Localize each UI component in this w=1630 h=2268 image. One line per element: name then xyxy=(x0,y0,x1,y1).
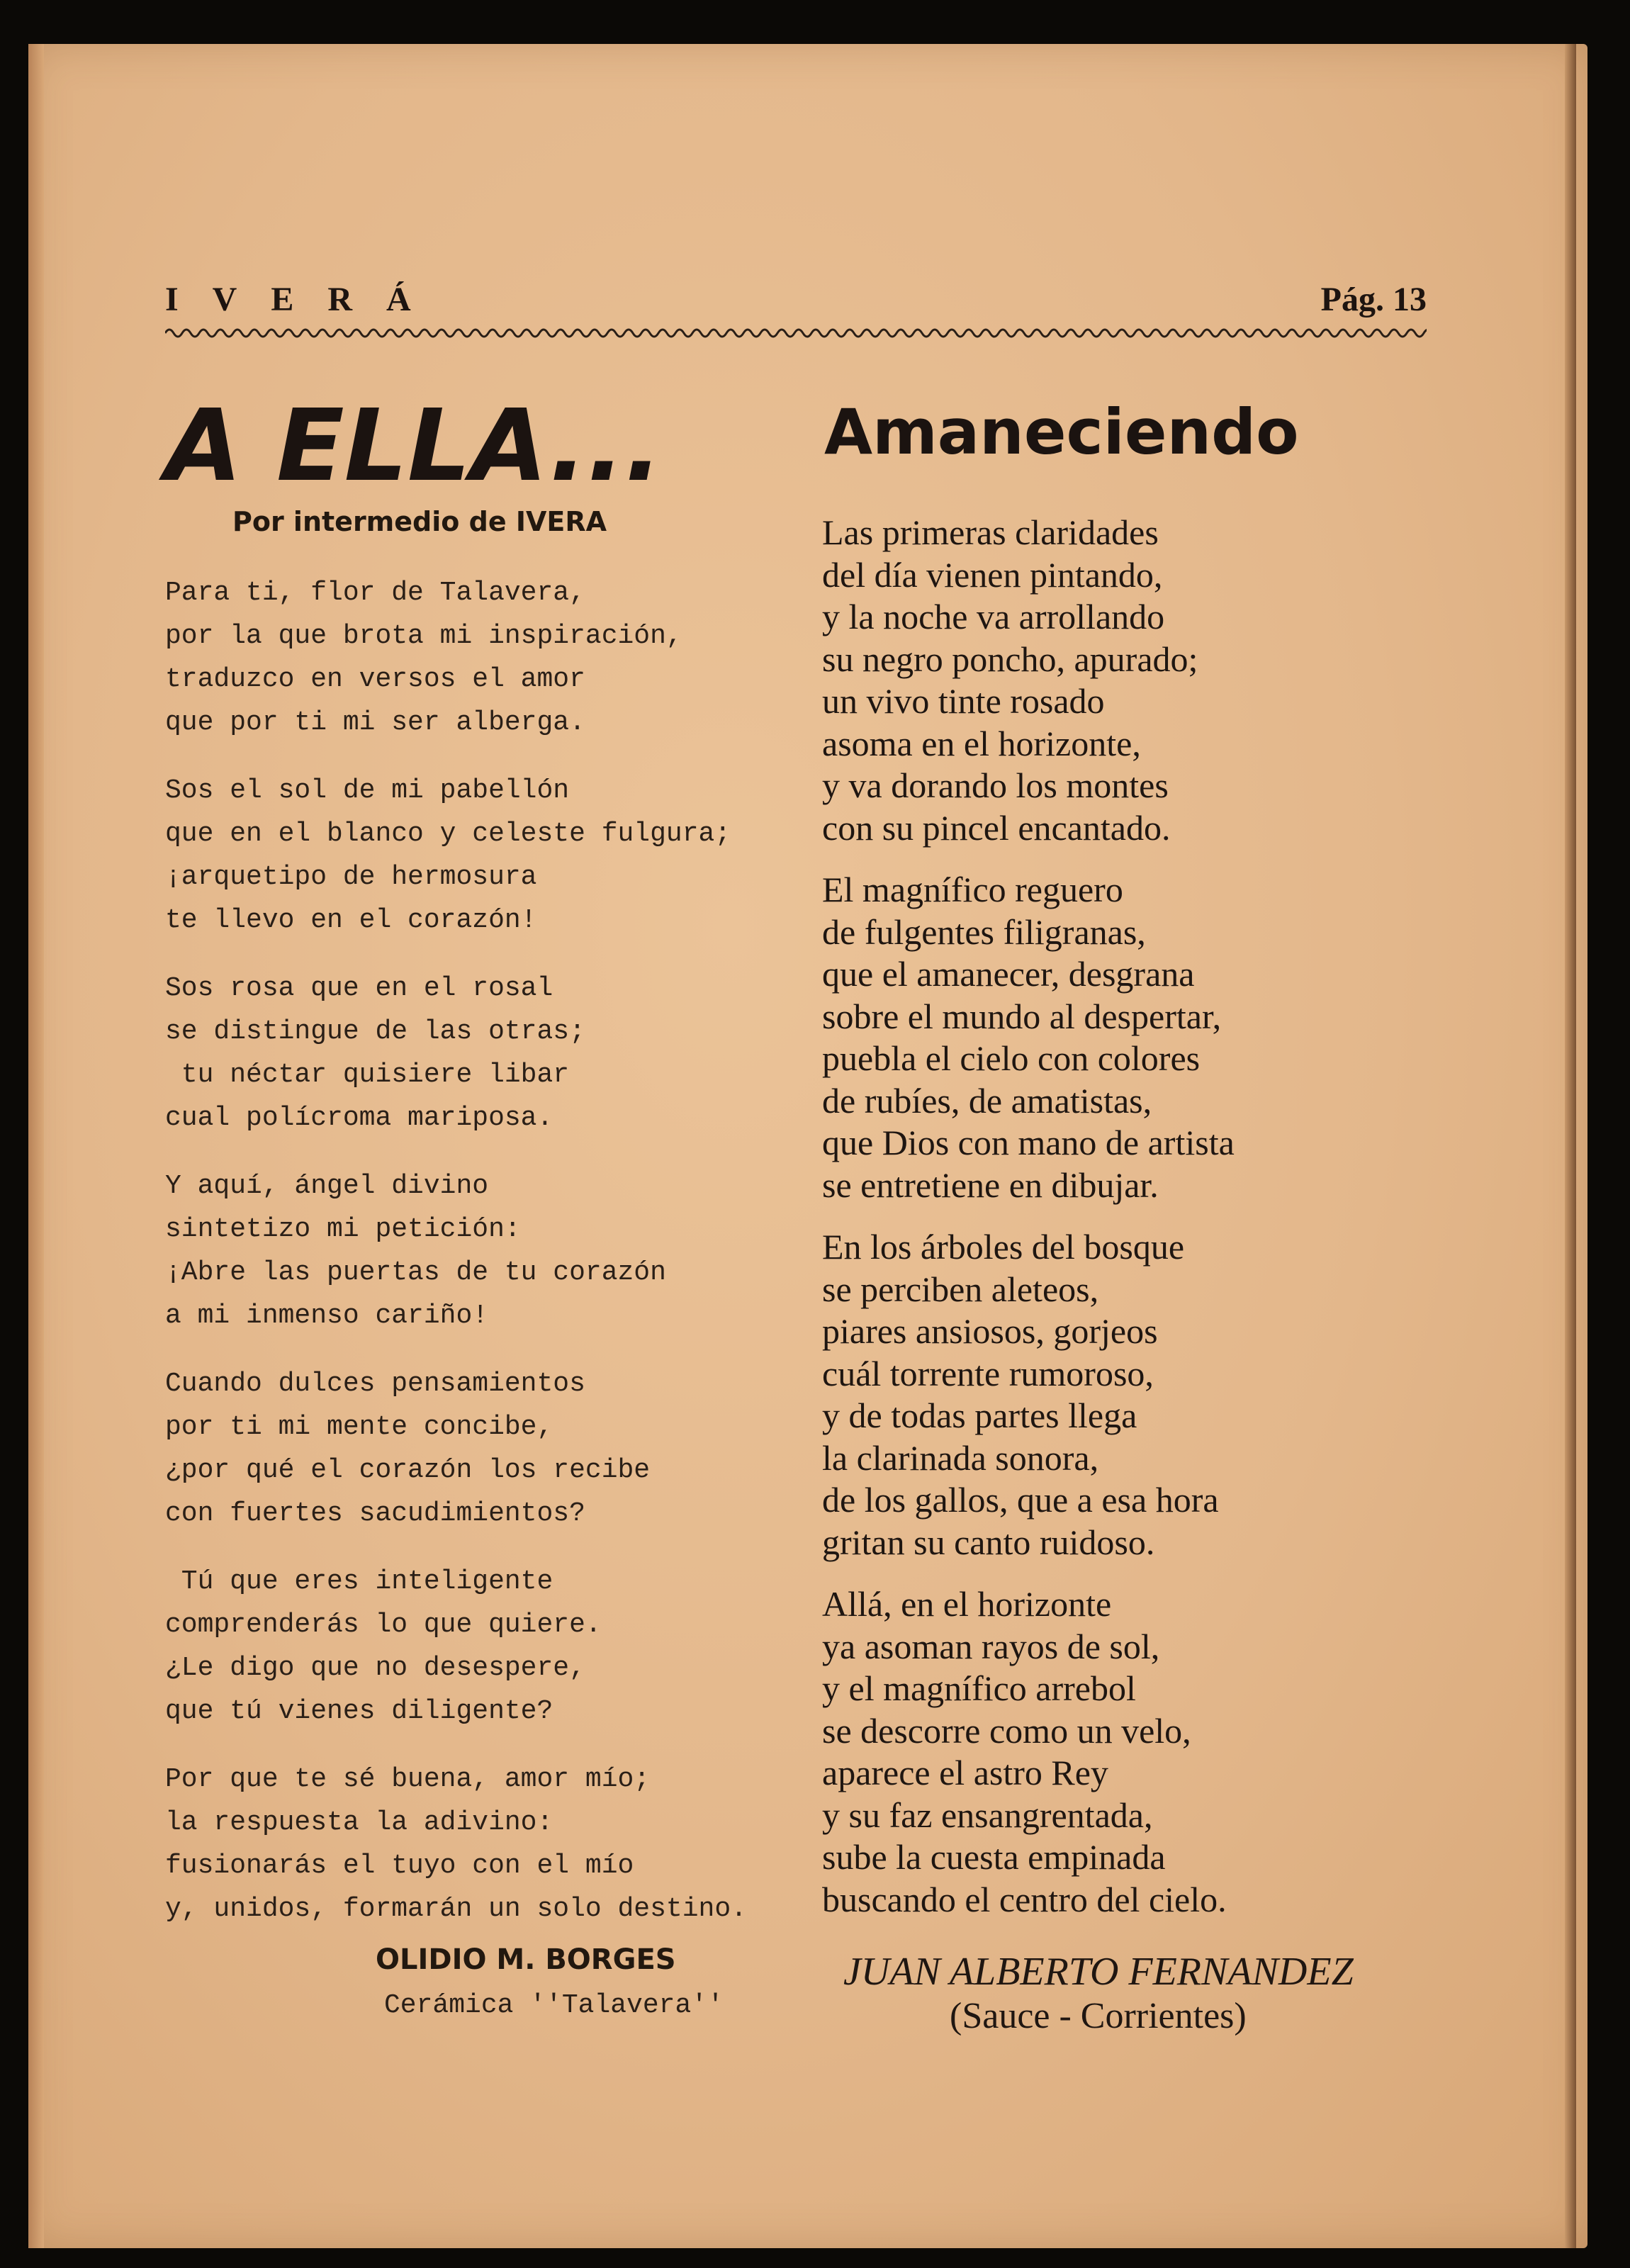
page-spine xyxy=(28,44,44,2248)
verse-line: y de todas partes llega xyxy=(822,1396,1137,1435)
verse-line: su negro poncho, apurado; xyxy=(822,639,1198,679)
left-poem-author-note: Cerámica ''Talavera'' xyxy=(384,1990,724,2021)
verse-line: te llevo en el corazón! xyxy=(165,905,537,936)
verse-line: cual polícroma mariposa. xyxy=(165,1103,553,1133)
verse-line: Sos rosa que en el rosal xyxy=(165,973,553,1004)
verse-line: y, unidos, formarán un solo destino. xyxy=(165,1894,747,1924)
stanza xyxy=(165,967,789,1140)
verse-line: por ti mi mente concibe, xyxy=(165,1412,553,1442)
verse-line: que en el blanco y celeste fulgura; xyxy=(165,819,731,849)
verse-line: Sos el sol de mi pabellón xyxy=(165,775,570,806)
verse-line: Allá, en el horizonte xyxy=(822,1584,1112,1624)
verse-line: que por ti mi ser alberga. xyxy=(165,707,585,738)
verse-line: Para ti, flor de Talavera, xyxy=(165,578,585,608)
left-poem-title: A ELLA... xyxy=(165,388,663,504)
verse-line: ¡Abre las puertas de tu corazón xyxy=(165,1257,666,1288)
verse-line: Por que te sé buena, amor mío; xyxy=(165,1764,651,1795)
verse-line: El magnífico reguero xyxy=(822,870,1123,909)
stanza xyxy=(822,1583,1446,1921)
verse-line: traduzco en versos el amor xyxy=(165,664,585,695)
page-edge xyxy=(1565,44,1576,2248)
left-column xyxy=(165,388,789,1931)
verse-line: a mi inmenso cariño! xyxy=(165,1301,489,1331)
verse-line: se distingue de las otras; xyxy=(165,1016,585,1047)
wavy-rule xyxy=(165,325,1427,342)
stanza xyxy=(165,1758,789,1931)
left-poem-author: OLIDIO M. BORGES xyxy=(376,1943,676,1976)
verse-line: la respuesta la adivino: xyxy=(165,1807,553,1838)
verse-line: Cuando dulces pensamientos xyxy=(165,1369,585,1399)
verse-line: comprenderás lo que quiere. xyxy=(165,1610,602,1640)
verse-line: buscando el centro del cielo. xyxy=(822,1879,1227,1919)
page-number: Pág. 13 xyxy=(1320,281,1427,318)
verse-line: ya asoman rayos de sol, xyxy=(822,1626,1160,1666)
stanza xyxy=(822,1226,1446,1564)
verse-line: ¿por qué el corazón los recibe xyxy=(165,1455,651,1486)
verse-line: sintetizo mi petición: xyxy=(165,1214,521,1245)
verse-line: se entretiene en dibujar. xyxy=(822,1164,1159,1205)
verse-line: de fulgentes filigranas, xyxy=(822,911,1146,952)
stanza xyxy=(165,1560,789,1733)
verse-line: del día vienen pintando, xyxy=(822,554,1163,595)
verse-line: ¿Le digo que no desespere, xyxy=(165,1653,585,1683)
verse-line: piares ansiosos, gorjeos xyxy=(822,1311,1158,1351)
verse-line: un vivo tinte rosado xyxy=(822,681,1105,721)
verse-line: y su faz ensangrentada, xyxy=(822,1795,1153,1835)
verse-line: puebla el cielo con colores xyxy=(822,1038,1201,1078)
verse-line: gritan su canto ruidoso. xyxy=(822,1522,1155,1562)
verse-line: tu néctar quisiere libar xyxy=(165,1060,570,1090)
verse-line: sube la cuesta empinada xyxy=(822,1837,1166,1877)
right-poem-author: JUAN ALBERTO FERNANDEZ xyxy=(843,1950,1354,1994)
left-poem-body xyxy=(165,571,789,1931)
verse-line: sobre el mundo al despertar, xyxy=(822,996,1222,1036)
journal-name: IVERÁ xyxy=(165,281,445,318)
verse-line: de los gallos, que a esa hora xyxy=(822,1480,1219,1520)
verse-line: y la noche va arrollando xyxy=(822,597,1165,636)
verse-line: Y aquí, ángel divino xyxy=(165,1171,489,1201)
right-poem-body xyxy=(822,512,1446,1921)
verse-line: que tú vienes diligente? xyxy=(165,1696,553,1727)
verse-line: de rubíes, de amatistas, xyxy=(822,1080,1152,1121)
stanza xyxy=(165,1362,789,1535)
verse-line: por la que brota mi inspiración, xyxy=(165,621,682,651)
stanza xyxy=(165,1164,789,1337)
verse-line: se perciben aleteos, xyxy=(822,1269,1099,1309)
verse-line: En los árboles del bosque xyxy=(822,1227,1185,1267)
verse-line: que el amanecer, desgrana xyxy=(822,954,1195,994)
verse-line: la clarinada sonora, xyxy=(822,1437,1099,1478)
verse-line: fusionarás el tuyo con el mío xyxy=(165,1851,634,1881)
right-poem-title: Amaneciendo xyxy=(824,395,1299,468)
verse-line: asoma en el horizonte, xyxy=(822,723,1141,763)
right-poem-author-note: (Sauce - Corrientes) xyxy=(950,1996,1247,2036)
verse-line: ¡arquetipo de hermosura xyxy=(165,862,537,892)
verse-line: Tú que eres inteligente xyxy=(165,1566,553,1597)
stanza xyxy=(165,769,789,942)
stanza xyxy=(165,571,789,744)
stanza xyxy=(822,512,1446,849)
verse-line: y va dorando los montes xyxy=(822,765,1169,805)
left-poem-subtitle: Por intermedio de IVERA xyxy=(232,506,607,537)
verse-line: Las primeras claridades xyxy=(822,512,1159,552)
right-column xyxy=(822,397,1446,1921)
verse-line: y el magnífico arrebol xyxy=(822,1668,1136,1708)
verse-line: con fuertes sacudimientos? xyxy=(165,1498,585,1529)
verse-line: que Dios con mano de artista xyxy=(822,1123,1235,1162)
verse-line: se descorre como un velo, xyxy=(822,1710,1191,1751)
verse-line: aparece el astro Rey xyxy=(822,1753,1108,1792)
verse-line: con su pincel encantado. xyxy=(822,807,1171,848)
stanza xyxy=(822,869,1446,1206)
verse-line: cuál torrente rumoroso, xyxy=(822,1353,1154,1393)
